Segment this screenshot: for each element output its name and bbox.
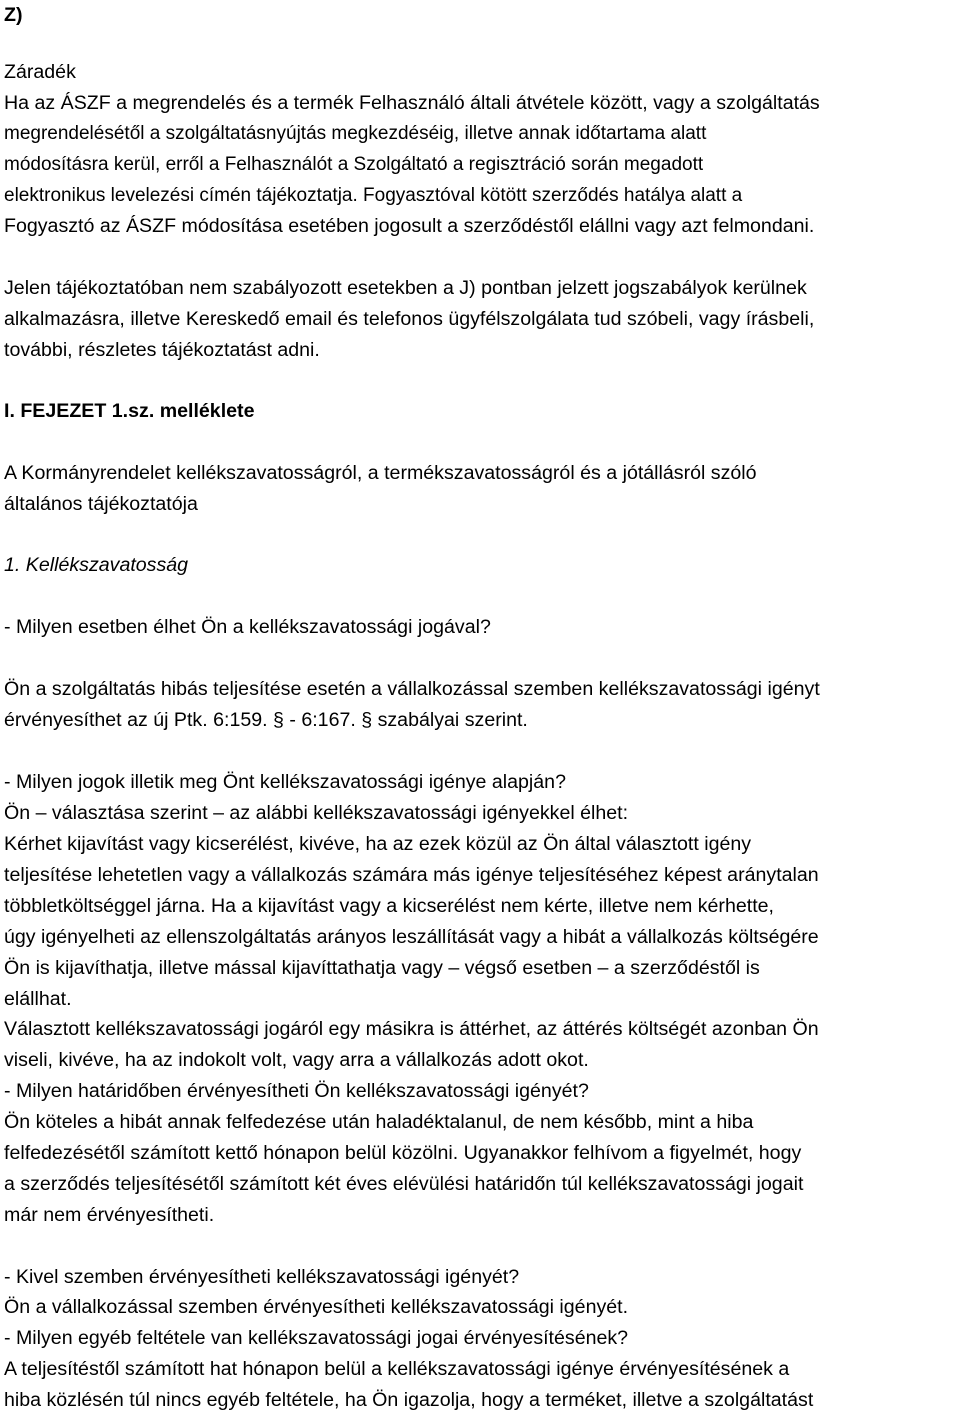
text-line: viseli, kivéve, ha az indokolt volt, vagy arra a vállalkozás adott okot. — [4, 1049, 589, 1071]
answer-line: Ön a szolgáltatás hibás teljesítése esetén a vállalkozással szemben kellékszavatossági igényt — [4, 678, 820, 700]
kormany-line: általános tájékoztatója — [4, 493, 198, 515]
text-line: Ön – választása szerint – az alábbi kellékszavatossági igényekkel élhet: — [4, 802, 629, 824]
text-line: Ön köteles a hibát annak felfedezése után haladéktalanul, de nem később, mint a hiba — [4, 1111, 754, 1133]
subsection-title: 1. Kellékszavatosság — [4, 554, 189, 576]
zaradek-line: elektronikus levelezési címén tájékoztatja. Fogyasztóval kötött szerződés hatálya alatt a — [4, 185, 743, 206]
zaradek-title: Záradék — [4, 61, 76, 83]
text-line: felfedezésétől számított kettő hónapon belül közölni. Ugyanakkor felhívom a figyelmét, hogy — [4, 1142, 802, 1164]
text-line: - Milyen határidőben érvényesítheti Ön kellékszavatossági igényét? — [4, 1080, 589, 1102]
jelen-line: alkalmazásra, illetve Kereskedő email és telefonos ügyfélszolgálata tud szóbeli, vagy írásbeli, — [4, 308, 815, 330]
zaradek-line: Ha az ÁSZF a megrendelés és a termék Felhasználó általi átvétele között, vagy a szolgáltatás — [4, 92, 820, 114]
chapter-heading: I. FEJEZET 1.sz. melléklete — [4, 400, 255, 422]
text-line: - Kivel szemben érvényesítheti kellékszavatossági igényét? — [4, 1266, 520, 1288]
text-line: elállhat. — [4, 988, 72, 1010]
jelen-line: további, részletes tájékoztatást adni. — [4, 339, 320, 361]
text-line: Kérhet kijavítást vagy kicserélést, kivéve, ha az ezek közül az Ön által választott igény — [4, 833, 752, 855]
question: - Milyen esetben élhet Ön a kellékszavatossági jogával? — [4, 616, 491, 638]
text-line: A teljesítéstől számított hat hónapon belül a kellékszavatossági igénye érvényesítésének a — [4, 1358, 790, 1380]
answer-line: érvényesíthet az új Ptk. 6:159. § - 6:167. § szabályai szerint. — [4, 709, 528, 731]
text-line: hiba közlésén túl nincs egyéb feltétele, ha Ön igazolja, hogy a terméket, illetve a szolgáltatást — [4, 1389, 814, 1411]
zaradek-line: megrendelésétől a szolgáltatásnyújtás megkezdéséig, illetve annak időtartama alatt — [4, 123, 707, 144]
text-line: Ön is kijavíthatja, illetve mással kijavíttathatja vagy – végső esetben – a szerződéstől is — [4, 957, 760, 979]
jelen-line: Jelen tájékoztatóban nem szabályozott esetekben a J) pontban jelzett jogszabályok kerülnek — [4, 277, 807, 299]
text-line: - Milyen jogok illetik meg Önt kellékszavatossági igénye alapján? — [4, 771, 566, 793]
zaradek-line: Fogyasztó az ÁSZF módosítása esetében jogosult a szerződéstől elállni vagy azt felmondani. — [4, 215, 815, 237]
text-line: többletköltséggel járna. Ha a kijavítást vagy a kicserélést nem kérte, illetve nem kérhette, — [4, 895, 774, 917]
zaradek-line: módosításra kerül, erről a Felhasználót a Szolgáltató a regisztráció során megadott — [4, 154, 704, 175]
text-line: a szerződés teljesítésétől számított két éves elévülési határidőn túl kellékszavatossági jogait — [4, 1173, 804, 1195]
text-line: már nem érvényesítheti. — [4, 1204, 215, 1226]
text-line: úgy igényelheti az ellenszolgáltatás arányos leszállítását vagy a hibát a vállalkozás költségére — [4, 926, 819, 948]
text-line: Választott kellékszavatossági jogáról egy másikra is áttérhet, az áttérés költségét azonban Ön — [4, 1018, 819, 1040]
text-line: - Milyen egyéb feltétele van kellékszavatossági jogai érvényesítésének? — [4, 1327, 629, 1349]
text-line: Ön a vállalkozással szemben érvényesítheti kellékszavatossági igényét. — [4, 1296, 629, 1318]
section-letter: Z) — [4, 4, 23, 26]
text-line: teljesítése lehetetlen vagy a vállalkozás számára más igénye teljesítéséhez képest aránytalan — [4, 864, 819, 886]
kormany-line: A Kormányrendelet kellékszavatosságról, a termékszavatosságról és a jótállásról szóló — [4, 462, 757, 484]
